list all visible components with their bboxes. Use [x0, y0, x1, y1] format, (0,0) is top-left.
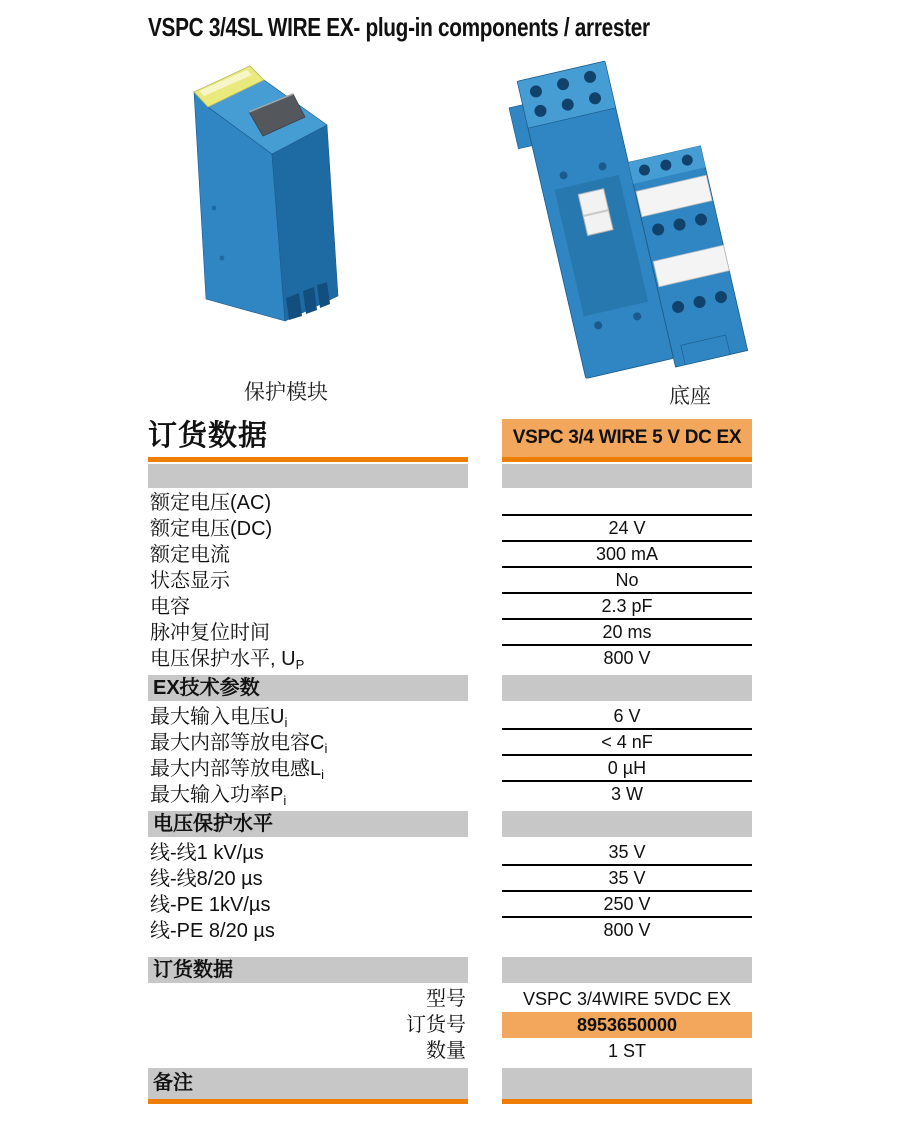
spec-value: 0 µH	[502, 756, 752, 782]
spec-row	[148, 594, 752, 620]
order-row-type	[148, 986, 752, 1012]
spec-label: 额定电压(DC)	[150, 518, 273, 540]
spec-label: 额定电压(AC)	[150, 492, 272, 514]
table-header-row	[148, 419, 752, 462]
spec-label: 电容	[150, 596, 190, 618]
spec-label-subscript: i	[284, 715, 288, 730]
spec-row	[148, 646, 752, 672]
order-number-highlight: 8953650000	[502, 1012, 752, 1038]
order-row-quantity	[148, 1038, 752, 1064]
spec-row	[148, 490, 752, 516]
spec-label: 线-PE 8/20 µs	[150, 920, 275, 942]
spec-label: 额定电流	[150, 544, 230, 566]
spec-value: 20 ms	[502, 620, 752, 646]
notes-bar	[148, 1068, 752, 1104]
order-value-type: VSPC 3/4WIRE 5VDC EX	[522, 989, 732, 1009]
module-caption: 保护模块	[244, 381, 328, 404]
module-photo	[186, 58, 346, 326]
notes-label: 备注	[148, 1068, 468, 1104]
spec-group-general	[148, 490, 752, 672]
spec-label-subscript: i	[324, 741, 328, 756]
spec-label: 最大输入电压U	[150, 706, 285, 728]
spec-label-subscript: i	[321, 767, 325, 782]
spec-value: 300 mA	[502, 542, 752, 568]
order-label: 型号	[426, 988, 466, 1010]
section-label: EX技术参数	[148, 675, 468, 701]
spec-group-voltage	[148, 840, 752, 944]
spec-label: 电压保护水平, U	[150, 648, 296, 670]
spec-row	[148, 840, 752, 866]
spec-row	[148, 542, 752, 568]
order-rows	[148, 986, 752, 1064]
order-row-number	[148, 1012, 752, 1038]
spec-value: 800 V	[603, 920, 651, 940]
base-photo-illustration	[498, 55, 750, 380]
spec-row	[148, 918, 752, 944]
spec-row	[148, 892, 752, 918]
spec-label: 线-线8/20 µs	[150, 868, 263, 890]
section-bar-ordering	[148, 957, 752, 983]
spec-value: 35 V	[502, 840, 752, 866]
section-bar-voltage-protection	[148, 811, 752, 837]
header-gray-bar	[148, 464, 752, 488]
order-label: 订货号	[406, 1014, 466, 1036]
module-photo-illustration	[186, 58, 346, 326]
spec-label: 最大内部等放电感L	[150, 758, 322, 780]
spec-label: 脉冲复位时间	[150, 622, 270, 644]
spec-row	[148, 782, 752, 808]
spec-value: 3 W	[610, 784, 643, 804]
spec-label: 状态显示	[150, 570, 230, 592]
base-caption: 底座	[669, 385, 711, 408]
spec-group-ex	[148, 704, 752, 808]
order-value-quantity: 1 ST	[607, 1041, 646, 1061]
spec-value: 250 V	[502, 892, 752, 918]
spec-value: 6 V	[502, 704, 752, 730]
spec-row	[148, 620, 752, 646]
spec-row	[148, 730, 752, 756]
spec-label-subscript: i	[283, 793, 287, 808]
spec-row	[148, 756, 752, 782]
spec-value: < 4 nF	[502, 730, 752, 756]
spec-row	[148, 704, 752, 730]
ordering-heading: 订货数据	[148, 420, 269, 452]
spec-row	[148, 866, 752, 892]
spec-label: 最大内部等放电容C	[150, 732, 325, 754]
order-label: 数量	[426, 1040, 466, 1062]
spec-label: 最大输入功率P	[150, 784, 284, 806]
spec-value	[502, 490, 752, 516]
section-bar-ex	[148, 675, 752, 701]
spec-label-subscript: P	[295, 657, 305, 672]
spec-label: 线-线1 kV/µs	[150, 842, 264, 864]
page-title: VSPC 3/4SL WIRE EX- plug-in components / arrester	[148, 12, 650, 42]
spec-row	[148, 516, 752, 542]
product-column-header: VSPC 3/4 WIRE 5 V DC EX	[502, 419, 752, 462]
spec-value: 800 V	[603, 648, 651, 668]
base-photo	[498, 55, 750, 380]
section-label: 订货数据	[148, 957, 468, 983]
spec-label: 线-PE 1kV/µs	[150, 894, 271, 916]
spec-value: 35 V	[502, 866, 752, 892]
spec-value: No	[502, 568, 752, 594]
spec-row	[148, 568, 752, 594]
ordering-data-table	[148, 419, 752, 1104]
spec-value: 2.3 pF	[502, 594, 752, 620]
spec-value: 24 V	[502, 516, 752, 542]
section-label: 电压保护水平	[148, 811, 468, 837]
